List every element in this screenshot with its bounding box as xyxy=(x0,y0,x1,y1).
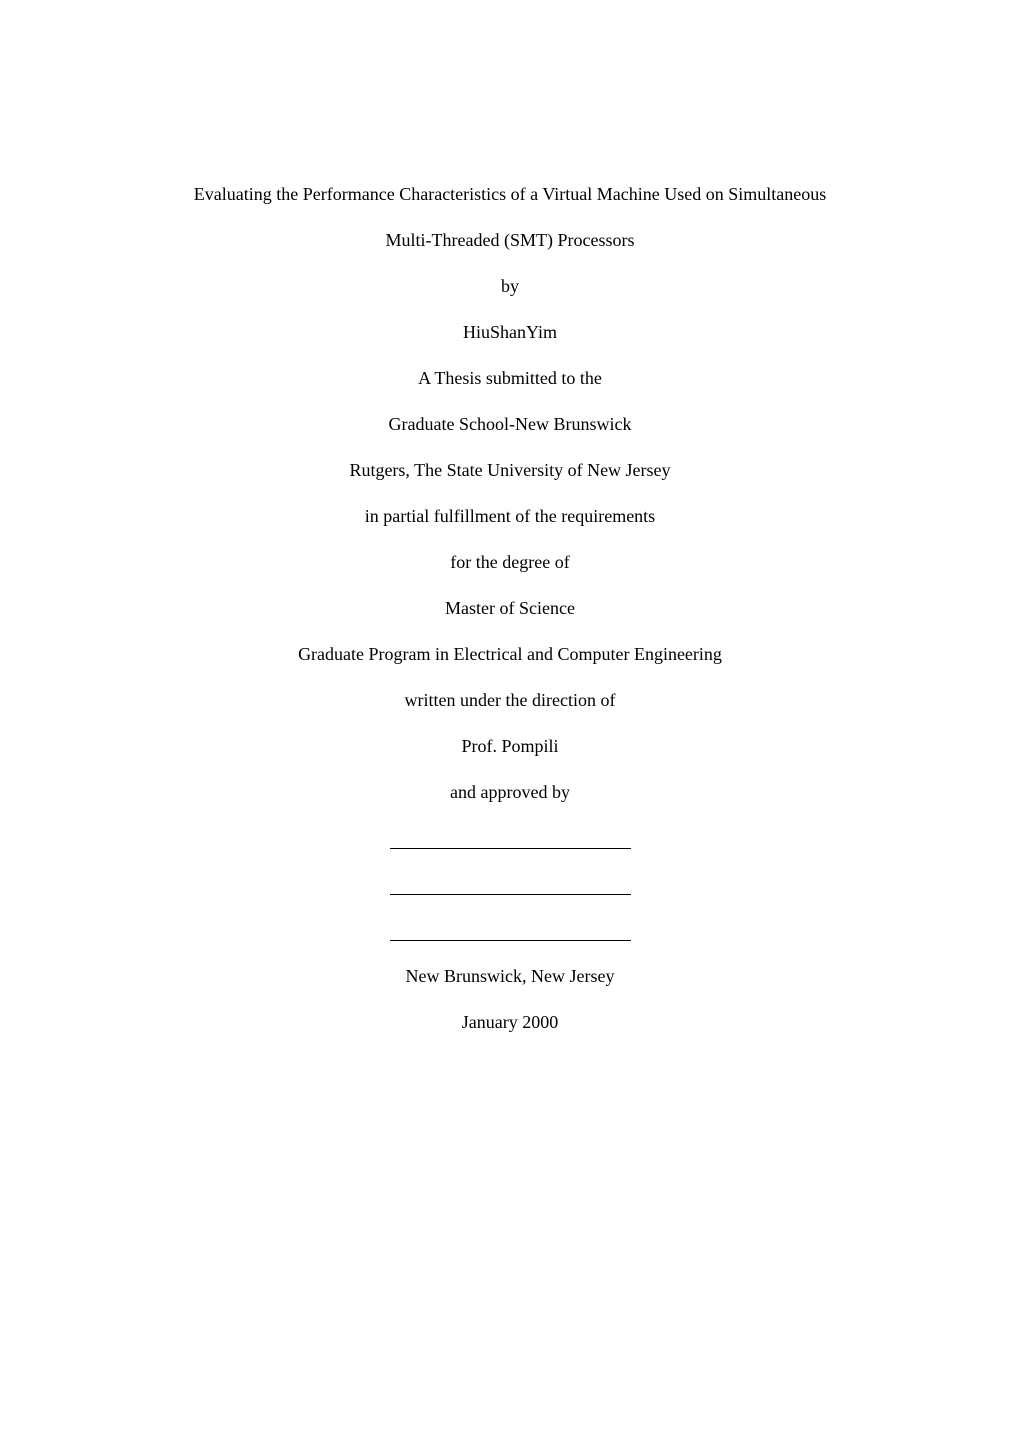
graduate-program: Graduate Program in Electrical and Computer Engineering xyxy=(298,644,722,664)
signature-line-2 xyxy=(390,894,631,895)
university-name: Rutgers, The State University of New Jersey xyxy=(349,460,671,480)
author-name: HiuShanYim xyxy=(462,322,557,342)
date-text: January 2000 xyxy=(461,1012,559,1032)
signature-line-3 xyxy=(390,940,631,941)
signature-line-1 xyxy=(390,848,631,849)
advisor-name: Prof. Pompili xyxy=(461,736,559,756)
fulfillment-statement: in partial fulfillment of the requirements xyxy=(364,506,656,526)
by-text: by xyxy=(501,276,519,296)
approval-statement: and approved by xyxy=(450,782,570,802)
thesis-title-line-2: Multi-Threaded (SMT) Processors xyxy=(385,230,635,250)
graduate-school: Graduate School-New Brunswick xyxy=(388,414,632,434)
submission-statement: A Thesis submitted to the xyxy=(418,368,602,388)
degree-name: Master of Science xyxy=(445,598,575,618)
thesis-title-line-1: Evaluating the Performance Characteristics of a Virtual Machine Used on Simultaneous xyxy=(193,184,827,204)
direction-statement: written under the direction of xyxy=(404,690,616,710)
location-text: New Brunswick, New Jersey xyxy=(405,966,615,986)
degree-of-text: for the degree of xyxy=(450,552,570,572)
